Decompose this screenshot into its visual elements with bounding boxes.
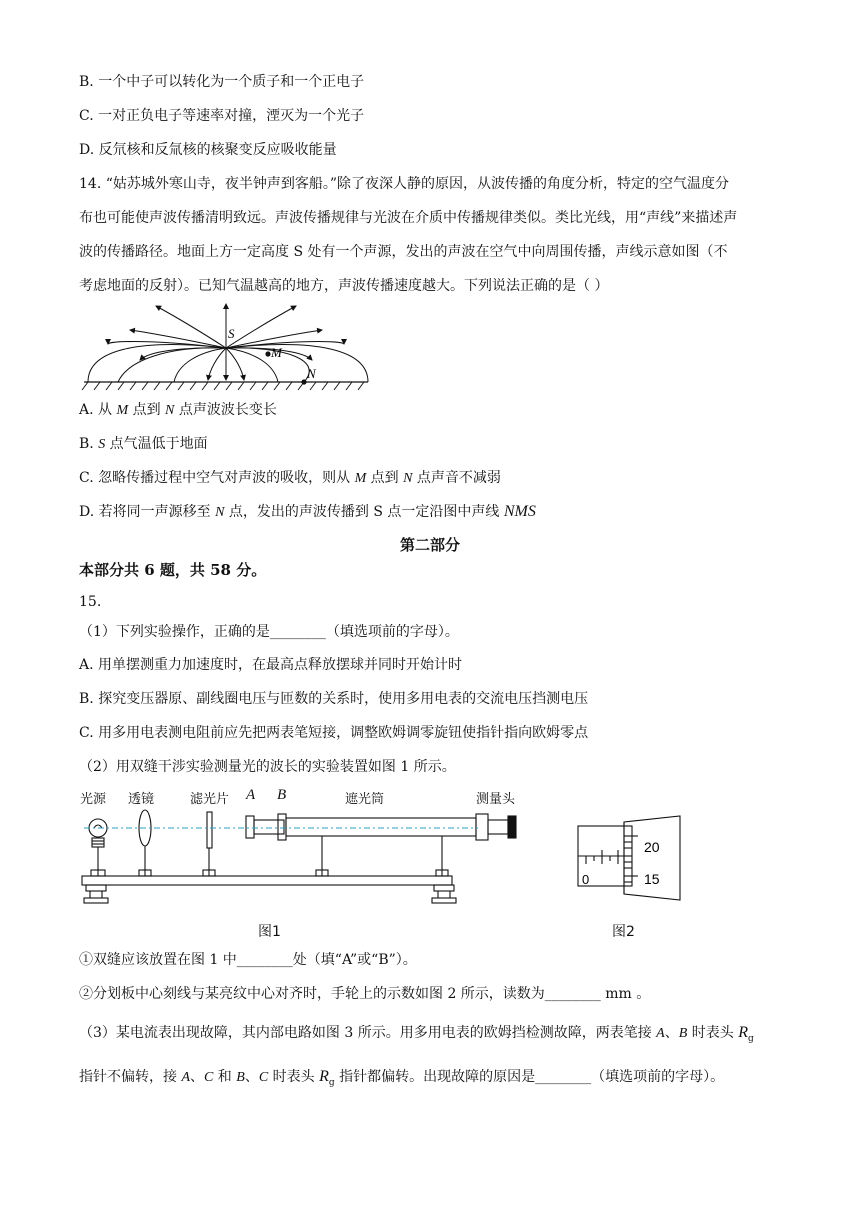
subscript-g: g	[747, 1033, 754, 1044]
var-b: B	[678, 1026, 688, 1041]
label-s: S	[228, 326, 235, 341]
point-m-dot	[265, 351, 270, 356]
label-light-source: 光源	[80, 792, 107, 807]
q15-part3-mid: 时表头	[687, 1025, 739, 1041]
subscript-g: g	[328, 1077, 335, 1088]
var-s: S	[98, 437, 106, 452]
q13-option-b: B. 一个中子可以转化为一个质子和一个正电子	[79, 74, 365, 90]
q15-part2-question-2: ②分划板中心刻线与某亮纹中心对齐时，手轮上的示数如图 2 所示，读数为________ mm 。	[79, 986, 651, 1002]
var-n: N	[215, 505, 225, 520]
q14-option-d-text: D. 若将同一声源移至	[79, 504, 216, 520]
q14-option-b-end: 点气温低于地面	[105, 436, 208, 452]
q14-option-c-mid: 点到	[366, 470, 404, 486]
part-two-description: 本部分共 6 题，共 58 分。	[79, 561, 267, 579]
label-measuring-head: 测量头	[476, 792, 516, 807]
q14-option-a-mid: 点到	[128, 402, 166, 418]
q14-stem-line3: 波的传播路径。地面上方一定高度 S 处有一个声源，发出的声波在空气中向周围传播，声线示意如图（不	[79, 244, 728, 260]
q15-part3-line2	[79, 1067, 724, 1093]
micrometer-figure	[574, 812, 684, 904]
q13-option-c: C. 一对正负电子等速率对撞，湮灭为一个光子	[79, 108, 365, 124]
q15-part3b-text: 指针不偏转，接	[79, 1069, 182, 1085]
var-n: N	[165, 403, 175, 418]
q14-option-d-mid: 点，发出的声波传播到 S 点一定沿图中声线	[224, 504, 504, 520]
var-r: R	[738, 1024, 748, 1041]
var-a: A	[181, 1070, 191, 1085]
q15-number: 15.	[79, 594, 102, 610]
q14-option-d	[79, 502, 536, 523]
q15-part3b-mid: 时表头	[268, 1069, 320, 1085]
label-a: A	[246, 787, 256, 803]
label-lens: 透镜	[128, 792, 155, 807]
q15-part1-option-b: B. 探究变压器原、副线圈电压与匝数的关系时，使用多用电表的交流电压挡测电压	[79, 691, 589, 707]
q14-stem-line2: 布也可能使声波传播清明致远。声波传播规律与光波在介质中传播规律类似。类比光线，用“声线”来描述声	[79, 210, 738, 226]
var-m: M	[354, 471, 367, 486]
label-b: B	[277, 787, 287, 803]
sound-ray-figure	[78, 300, 378, 392]
separator: 、	[190, 1069, 205, 1085]
q15-part3-text: （3）某电流表出现故障，其内部电路如图 3 所示。用多用电表的欧姆挡检测故障，两表笔接	[79, 1025, 657, 1041]
separator: 、	[664, 1025, 679, 1041]
separator: 、	[244, 1069, 259, 1085]
figure1-caption: 图1	[258, 924, 281, 940]
figure2-caption: 图2	[612, 924, 635, 940]
tick-20: 20	[644, 839, 660, 855]
q14-option-c-end: 点声音不减弱	[412, 470, 501, 486]
double-slit-apparatus-figure	[78, 806, 528, 911]
q15-part2: （2）用双缝干涉实验测量光的波长的实验装置如图 1 所示。	[79, 759, 456, 775]
var-r: R	[319, 1068, 329, 1085]
var-c: C	[204, 1070, 214, 1085]
q13-option-d: D. 反氘核和反氚核的核聚变反应吸收能量	[79, 142, 337, 158]
point-n-dot	[301, 379, 306, 384]
var-b: B	[236, 1070, 245, 1085]
var-a: A	[656, 1026, 665, 1041]
var-c: C	[258, 1070, 269, 1085]
label-n: N	[307, 366, 316, 381]
q15-part1-option-a: A. 用单摆测重力加速度时，在最高点释放摆球并同时开始计时	[79, 657, 463, 673]
q14-option-c	[79, 468, 501, 489]
q15-part2-question-1: ①双缝应该放置在图 1 中________处（填“A”或“B”）。	[79, 952, 417, 968]
var-nms: NMS	[503, 503, 536, 520]
label-filter: 滤光片	[190, 792, 230, 807]
q14-option-c-text: C. 忽略传播过程中空气对声波的吸收，则从	[79, 470, 355, 486]
tick-15: 15	[644, 871, 660, 887]
label-tube: 遮光筒	[345, 792, 385, 807]
q15-part1: （1）下列实验操作，正确的是________（填选项前的字母）。	[79, 624, 459, 640]
q14-option-a	[79, 400, 277, 421]
label-m: M	[271, 345, 282, 360]
q15-part3-line1	[79, 1023, 754, 1049]
q14-option-b	[79, 434, 208, 455]
q14-option-a-end: 点声波波长变长	[174, 402, 277, 418]
q15-part3b-end: 指针都偏转。出现故障的原因是________（填选项前的字母）。	[334, 1069, 725, 1085]
q14-stem-line1: 14. “姑苏城外寒山寺，夜半钟声到客船。”除了夜深人静的原因，从波传播的角度分析，特定的空气温度分	[79, 176, 730, 192]
q14-option-b-text: B.	[79, 436, 99, 452]
var-n: N	[403, 471, 413, 486]
q14-stem-line4: 考虑地面的反射）。已知气温越高的地方，声波传播速度越大。下列说法正确的是（ ）	[79, 278, 609, 294]
part-two-title: 第二部分	[399, 536, 460, 554]
tick-0: 0	[582, 872, 590, 887]
separator: 和	[213, 1069, 237, 1085]
q14-option-a-text: A. 从	[79, 402, 117, 418]
q15-part1-option-c: C. 用多用电表测电阻前应先把两表笔短接，调整欧姆调零旋钮使指针指向欧姆零点	[79, 725, 589, 741]
var-m: M	[116, 403, 129, 418]
